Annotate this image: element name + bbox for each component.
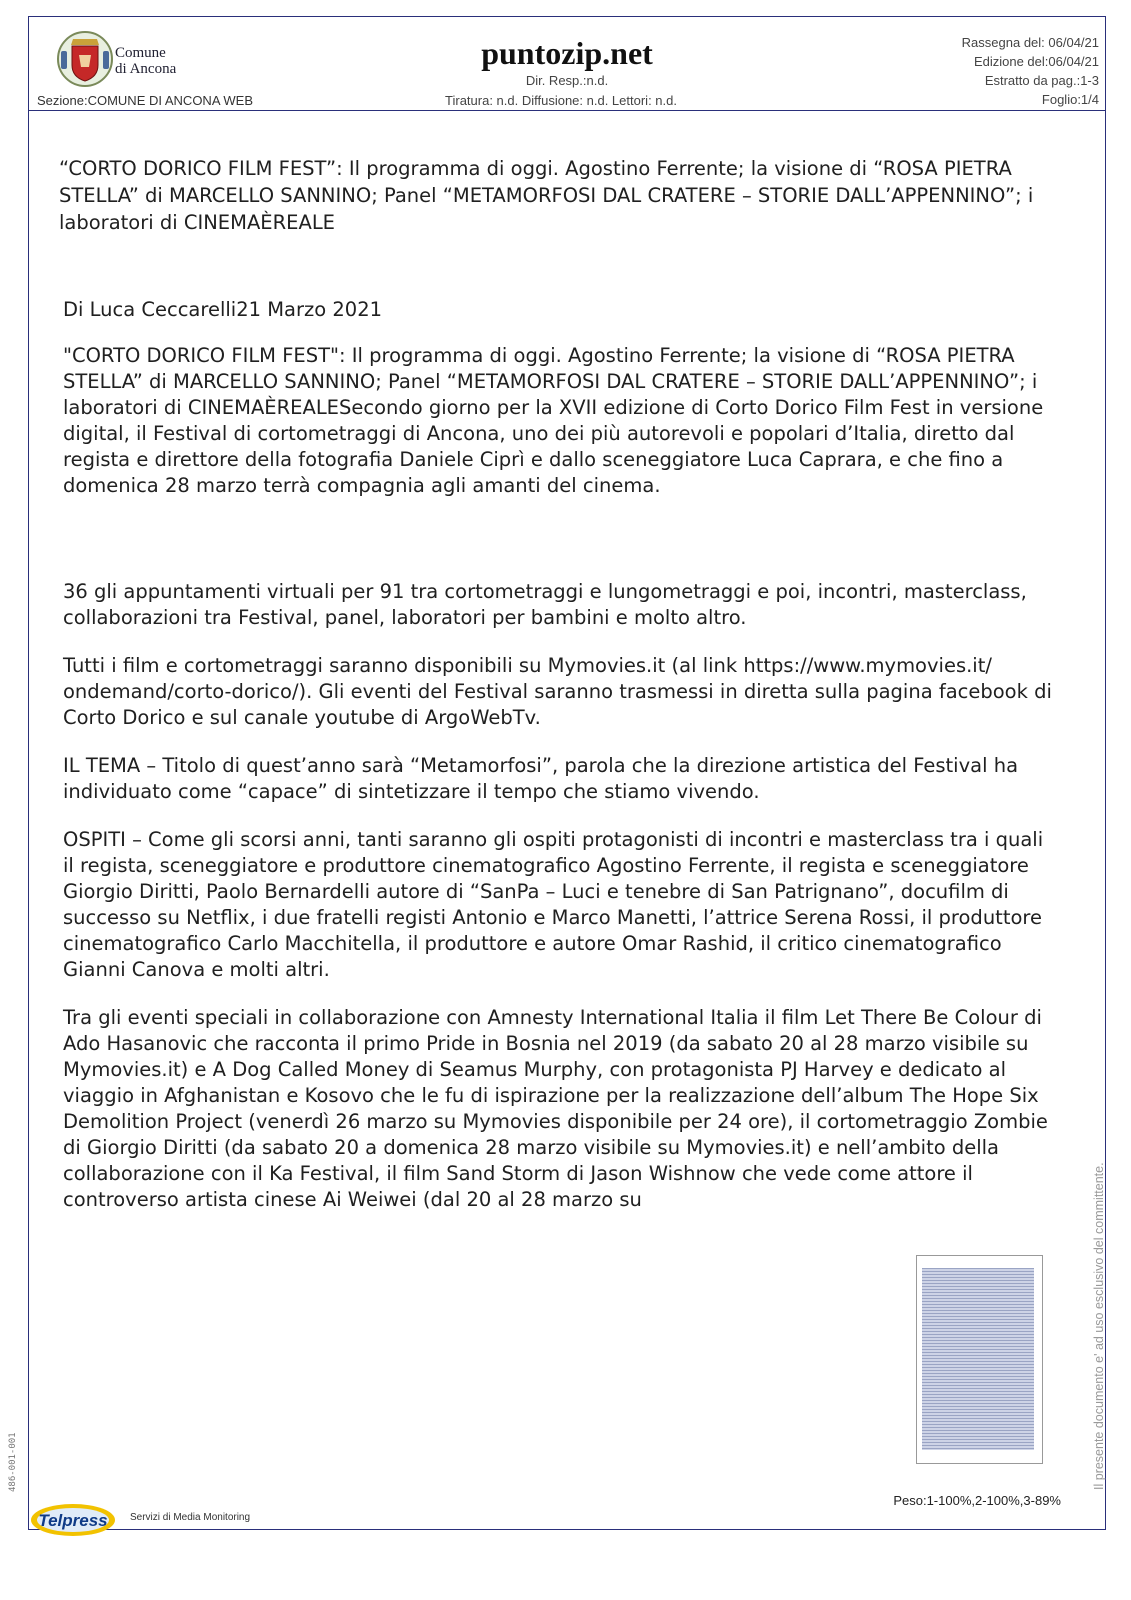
masthead-title: puntozip.net [481,35,653,71]
foglio-number: Foglio:1/4 [1041,92,1099,107]
sezione-label: Sezione:COMUNE DI ANCONA WEB [37,93,253,108]
article-paragraph-4: IL TEMA – Titolo di quest’anno sarà “Metamorfosi”, parola che la direzione artistica del Festival ha individuato come “capace” di sintetizzare il tempo che stiamo vivendo. [63,754,1019,803]
telpress-wordmark: Telpress [38,1511,108,1530]
article-body [59,155,1059,1213]
article-paragraph-6: Tra gli eventi speciali in collaborazione con Amnesty International Italia il film Let There Be Colour di Ado Hasanovic che racconta il primo Pride in Bosnia nel 2019 (da sabato 20 al 28 marzo visibile su Mymovies.it) e A Dog Called Money di Seamus Murphy, con protagonista PJ Harvey e dedicato al viaggio in Afghanistan e Kosovo che le fu di ispirazione per la realizzazione dell’album The Hope Six Demolition Project (venerdì 26 marzo su Mymovies disponibile per 24 ore), il cortometraggio Zombie di Giorgio Diritti (da sabato 20 a domenica 28 marzo visibile su Mymovies.it) e nell’ambito della collaborazione con il Ka Festival, il film Sand Storm di Jason Wishnow che vede come attore il controverso artista cinese Ai Weiwei (dal 20 al 28 marzo su [63,1006,1048,1211]
article-headline: “CORTO DORICO FILM FEST”: Il programma di oggi. Agostino Ferrente; la visione di “ROSA PIETRA STELLA” di MARCELLO SANNINO; Panel “METAMORFOSI DAL CRATERE – STORIE DALL’APPENNINO”; i laboratori di CINEMAÈREALE [59,157,1034,234]
estratto-pages: Estratto da pag.:1-3 [984,73,1099,88]
rassegna-date: Rassegna del: 06/04/21 [961,35,1099,50]
article-byline: Di Luca Ceccarelli21 Marzo 2021 [63,298,383,321]
article-paragraph-3: Tutti i film e cortometraggi saranno disponibili su Mymovies.it (al link https://www.mymovies.it/ ondemand/corto-dorico/). Gli eventi del Festival saranno trasmessi in diretta sulla pagina facebook di Corto Dorico e sul canale youtube di ArgoWebTv. [63,654,1052,729]
comune-name-line1: Comune [115,45,166,61]
article-paragraph-2: 36 gli appuntamenti virtuali per 91 tra cortometraggi e lungometraggi e poi, incontri, masterclass, collaborazioni tra Festival, panel, laboratori per bambini e molto altro. [63,580,1027,629]
page-thumbnail-preview [922,1268,1034,1450]
article-paragraph-1: "CORTO DORICO FILM FEST": Il programma di oggi. Agostino Ferrente; la visione di “ROSA PIETRA STELLA” di MARCELLO SANNINO; Panel “METAMORFOSI DAL CRATERE – STORIE DALL’APPENNINO”; i laboratori di CINEMAÈREALESecondo giorno per la XVII edizione di Corto Dorico Film Fest in versione digital, il Festival di cortometraggi di Ancona, uno dei più autorevoli e popolari d’Italia, diretto dal regista e direttore della fotografia Daniele Ciprì e dallo sceneggiatore Luca Caprara, e che fino a domenica 28 marzo terrà compagnia agli amanti del cinema. [63,344,1044,497]
clipping-header [29,17,1105,111]
document-code: 486-001-001 [8,1432,18,1492]
comune-name-line2: di Ancona [115,61,177,77]
tiratura-info: Tiratura: n.d. Diffusione: n.d. Lettori: n.d. [445,93,677,108]
footer-tagline: Servizi di Media Monitoring [130,1512,251,1523]
peso-label: Peso:1-100%,2-100%,3-89% [893,1493,1061,1508]
side-disclaimer: Il presente documento e' ad uso esclusivo del committente. [1092,1162,1106,1490]
page-thumbnail [916,1255,1043,1464]
clipping-meta [962,33,1099,109]
edizione-date: Edizione del:06/04/21 [973,54,1099,69]
telpress-logo [30,1502,116,1538]
dir-resp: Dir. Resp.:n.d. [525,73,609,88]
article-paragraph-5: OSPITI – Come gli scorsi anni, tanti saranno gli ospiti protagonisti di incontri e masterclass tra i quali il regista, sceneggiatore e produttore cinematografico Agostino Ferrente, il regista e sceneggiatore Giorgio Diritti, Paolo Bernardelli autore di “SanPa – Luci e tenebre di San Patrignano”, docufilm di successo su Netflix, i due fratelli registi Antonio e Marco Manetti, l’attrice Serena Rossi, il produttore cinematografico Carlo Macchitella, il produttore e autore Omar Rashid, il critico cinematografico Gianni Canova e molti altri. [63,828,1044,981]
